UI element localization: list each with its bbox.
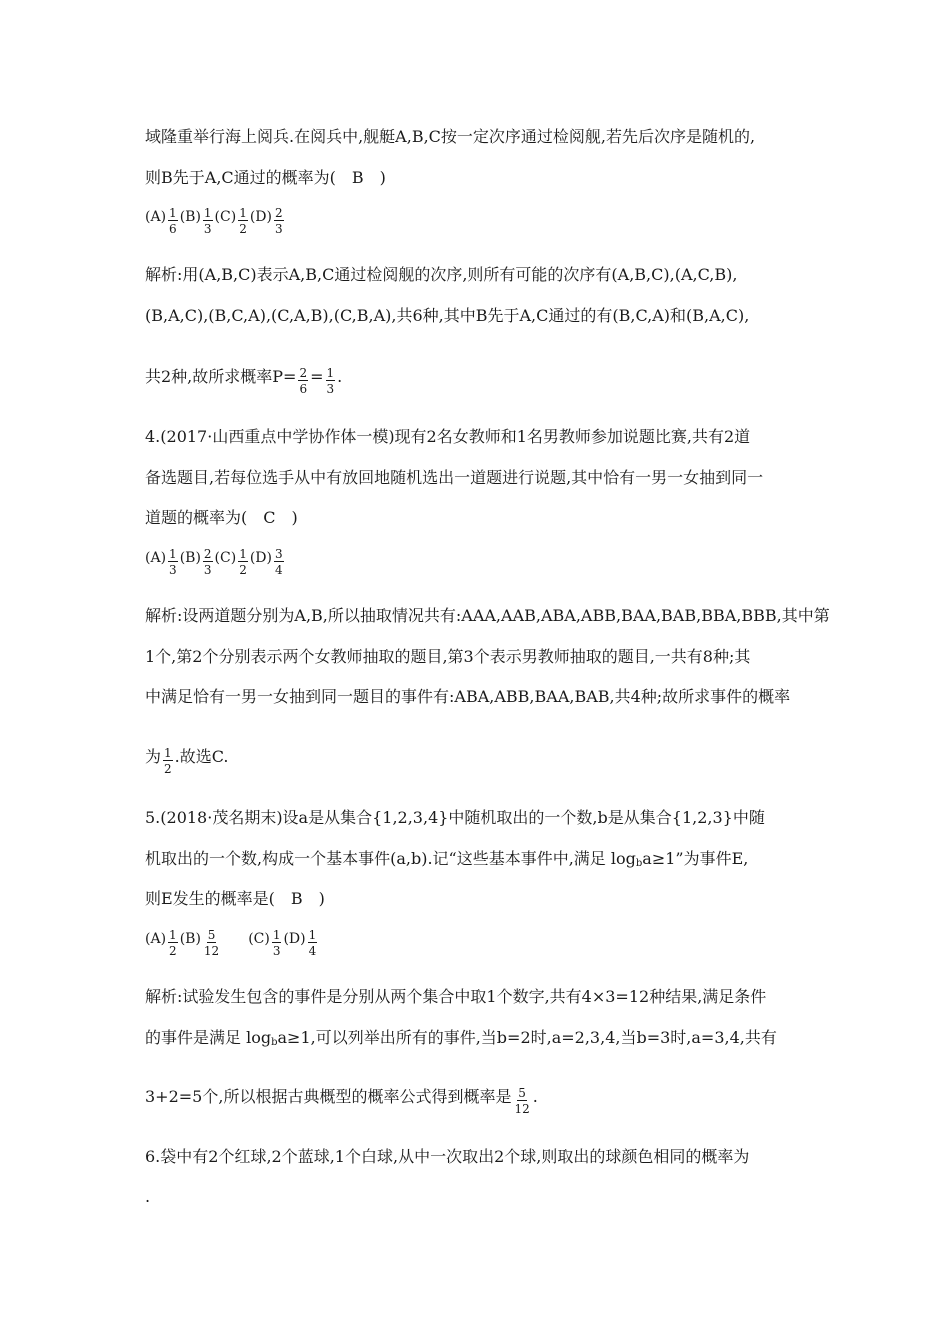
q5-option-b: (B) $\frac{5}{12}$ [179,928,220,958]
q3-text-line2: 则B先于A,C通过的概率为( B ) [145,168,386,187]
q5-text-line2: 机取出的一个数,构成一个基本事件(a,b).记“这些基本事件中,满足 $\log_ba\ge 1$”为事件E, [145,849,749,869]
q4-solution-line2: 1个,第2个分别表示两个女教师抽取的题目,第3个表示男教师抽取的题目,一共有8种;其 [145,647,751,666]
q4-text-line3: 道题的概率为( C ) [145,508,298,527]
q3-options [145,206,840,236]
q4-option-c: (C) $\frac{1}{2}$ [214,547,247,577]
q5-option-d: (D) $\frac{1}{4}$ [283,928,317,958]
q5-options [145,928,840,958]
q4-solution-line3: 中满足恰有一男一女抽到同一题目的事件有:ABA,ABB,BAA,BAB,共4种;故所求事件的概率 [145,687,791,706]
q5-text-line1: 5.(2018·茂名期末)设a是从集合{1,2,3,4}中随机取出的一个数,b是从集合{1,2,3}中随 [145,808,765,827]
q5-solution-line2: 的事件是满足 $\log_ba\ge 1$,可以列举出所有的事件,当b=2时,a=2,3,4,当b=3时,a=3,4,共有 [145,1028,777,1048]
q3-option-d: (D) $\frac{2}{3}$ [249,206,283,236]
q5-text-line3: 则E发生的概率是( B ) [145,889,325,908]
q5-option-c: (C) $\frac{1}{3}$ [248,928,281,958]
q4-text-line2: 备选题目,若每位选手从中有放回地随机选出一道题进行说题,其中恰有一男一女抽到同一 [145,468,764,487]
q3-option-a: (A) $\frac{1}{6}$ [145,206,177,236]
q3-solution-line1: 解析:用(A,B,C)表示A,B,C通过检阅舰的次序,则所有可能的次序有(A,B,C),(A,C,B), [145,265,738,284]
q4-options [145,547,840,577]
q6-text-line1: 6.袋中有2个红球,2个蓝球,1个白球,从中一次取出2个球,则取出的球颜色相同的概率为 [145,1147,750,1166]
q4-solution-line4: 为 $\frac{1}{2}$ .故选C. [145,746,229,776]
q4-text-line1: 4.(2017·山西重点中学协作体一模)现有2名女教师和1名男教师参加说题比赛,共有2道 [145,427,751,446]
q4-option-a: (A) $\frac{1}{3}$ [145,547,177,577]
q4-option-b: (B) $\frac{2}{3}$ [179,547,212,577]
q4-solution-line1: 解析:设两道题分别为A,B,所以抽取情况共有:AAA,AAB,ABA,ABB,BAA,BAB,BBA,BBB,其中第 [145,606,830,625]
q4-option-d: (D) $\frac{3}{4}$ [249,547,283,577]
q3-text-line1: 域隆重举行海上阅兵.在阅兵中,舰艇A,B,C按一定次序通过检阅舰,若先后次序是随机的, [145,127,756,146]
q3-option-b: (B) $\frac{1}{3}$ [179,206,212,236]
q5-solution-line1: 解析:试验发生包含的事件是分别从两个集合中取1个数字,共有4×3=12种结果,满足条件 [145,987,767,1006]
q5-solution-line3: 3+2=5个,所以根据古典概型的概率公式得到概率是 $\frac{5}{12}$ . [145,1086,538,1116]
q3-solution-line2: (B,A,C),(B,C,A),(C,A,B),(C,B,A),共6种,其中B先于A,C通过的有(B,C,A)和(B,A,C), [145,306,750,325]
q6-text-line2: . [145,1187,151,1206]
q3-option-c: (C) $\frac{1}{2}$ [214,206,247,236]
q3-solution-line3: 共2种,故所求概率P= $\frac{2}{6}$ = $\frac{1}{3}$ . [145,366,343,396]
q5-option-a: (A) $\frac{1}{2}$ [145,928,177,958]
